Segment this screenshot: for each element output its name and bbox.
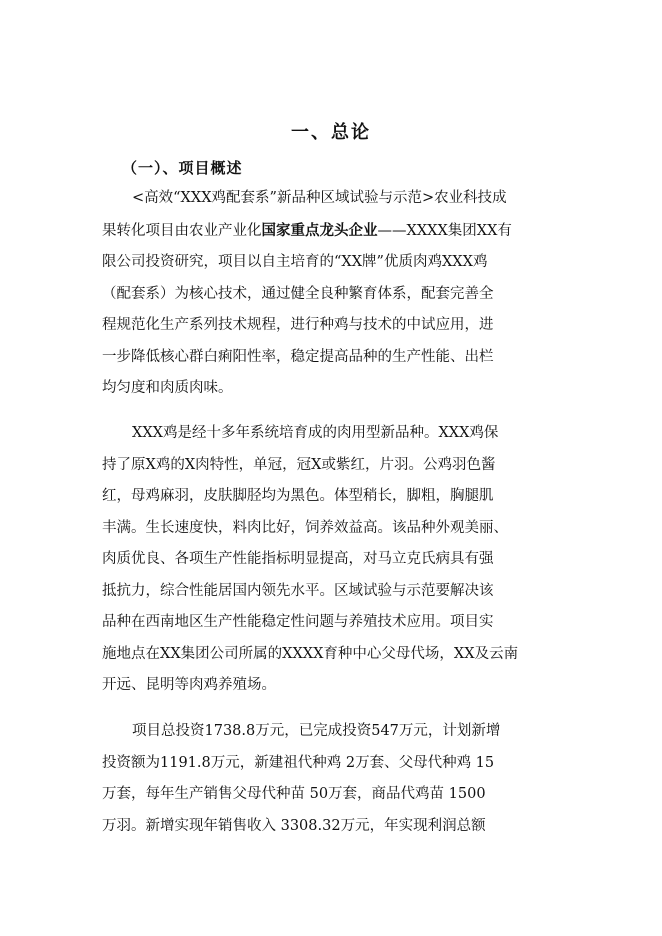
paragraph-line: 均匀度和肉质肉味。 (102, 380, 233, 396)
paragraph-line: 投资额为1191.8万元，新建祖代种鸡 2万套、父母代种鸡 15 (102, 754, 495, 771)
section-title: （一）、项目概述 (122, 159, 243, 177)
paragraph-breed-description (102, 418, 560, 702)
paragraph-line: 丰满。生长速度快，料肉比好，饲养效益高。该品种外观美丽、 (102, 519, 508, 536)
paragraph-line: 红，母鸡麻羽，皮肤脚胫均为黑色。体型稍长，脚粗，胸腿肌 (102, 488, 494, 504)
paragraph-line: 万羽。新增实现年销售收入 3308.32万元，年实现利润总额 (102, 817, 486, 834)
paragraph-line: （配套系）为核心技术，通过健全良种繁育体系，配套完善全 (102, 285, 494, 302)
paragraph-line: <高效“XXX鸡配套系”新品种区域试验与示范>农业科技成 (132, 190, 507, 206)
chapter-title: 一、总论 (291, 122, 371, 143)
paragraph-line: 程规范化生产系列技术规程，进行种鸡与技术的中试应用，进 (102, 317, 494, 333)
paragraph-line: 项目总投资1738.8万元，已完成投资547万元，计划新增 (132, 723, 501, 739)
paragraph-line: 万套，每年生产销售父母代种苗 50万套，商品代鸡苗 1500 (102, 786, 486, 802)
paragraph-line: 抵抗力，综合性能居国内领先水平。区域试验与示范要解决该 (102, 582, 494, 599)
paragraph-investment (102, 716, 560, 842)
paragraph-line: 品种在西南地区生产性能稳定性问题与养殖技术应用。项目实 (102, 614, 494, 630)
paragraph-line: 开远、昆明等肉鸡养殖场。 (102, 677, 276, 693)
paragraph-line: 肉质优良、各项生产性能指标明显提高，对马立克氏病具有强 (102, 551, 494, 567)
paragraph-project-summary (102, 183, 560, 405)
paragraph-line: 持了原X鸡的X肉特性，单冠，冠X或紫红，片羽。公鸡羽色酱 (102, 456, 496, 473)
paragraph-line (102, 215, 560, 248)
paragraph-line: 一步降低核心群白痢阳性率，稳定提高品种的生产性能、出栏 (102, 348, 494, 365)
text-run: ——XXXX集团XX有 (377, 222, 512, 239)
paragraph-line: XXX鸡是经十多年系统培育成的肉用型新品种。XXX鸡保 (132, 425, 499, 441)
paragraph-line: 限公司投资研究，项目以自主培育的“XX牌”优质肉鸡XXX鸡 (102, 254, 488, 270)
text-run: 果转化项目由农业产业化 (102, 222, 262, 239)
paragraph-line: 施地点在XX集团公司所属的XXXX育种中心父母代场，XX及云南 (102, 645, 519, 662)
emphasis-text: 国家重点龙头企业 (261, 221, 378, 239)
